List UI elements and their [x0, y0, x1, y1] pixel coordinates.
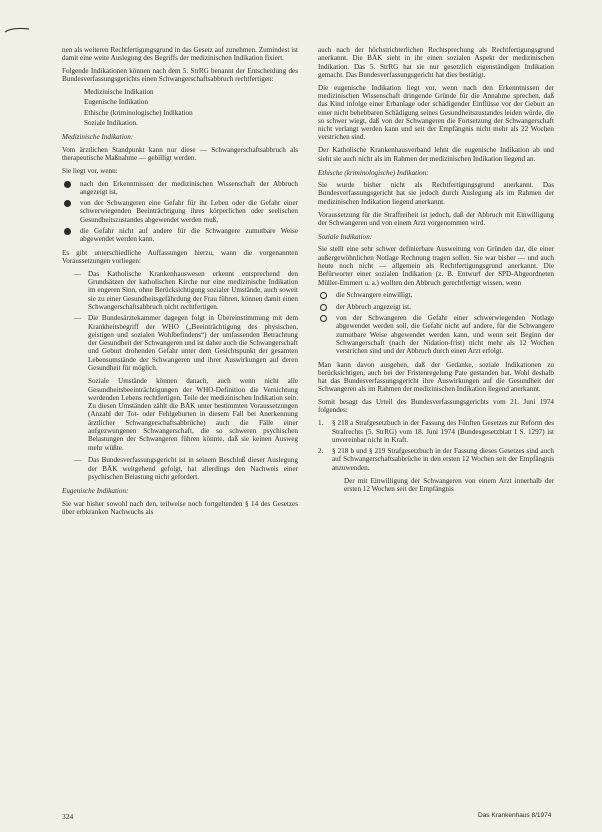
- list-item: [318, 303, 554, 311]
- list-item-text: nach den Erkenntnissen der medizinischen Wissenschaft der Abbruch angezeigt ist,: [80, 179, 298, 196]
- paragraph: nen als weiteren Rechtfertigungsgrund in das Gesetz auf zunehmen. Zumindest ist damit eine weite Auslegung des Begriffs der medizinischen Indikation fixiert.: [62, 46, 298, 63]
- paragraph: Folgende Indikationen können nach dem 5. StrRG benannt der Entscheidung des Bundesverfassungsgerichts einen Schwangerschaftsabbruch rechtfertigen:: [62, 67, 298, 84]
- list-item: [318, 419, 554, 444]
- dash-icon: —: [74, 269, 82, 278]
- condition-list: [62, 180, 298, 244]
- right-column: [318, 46, 554, 498]
- list-item-text: § 218 a Strafgesetzbuch in der Fassung des Fünften Gesetzes zur Reform des Strafrechts (5. StrRG) vom 18. Juni 1974 (Bundesgesetzblatt I S. 1297) ist unvereinbar nicht in Kraft.: [332, 419, 554, 444]
- circle-bullet-icon: [320, 315, 327, 322]
- section-heading: Eugenische Indikation:: [62, 487, 129, 496]
- left-column: [62, 46, 298, 521]
- dash-icon: —: [74, 314, 82, 323]
- paragraph: Der Katholische Krankenhausverband lehnt die eugenische Indikation ab und sieht sie auch nicht als im Rahmen der medizinischen Indikation liegend an.: [318, 146, 554, 163]
- paragraph: Es gibt unterschiedliche Auffassungen hierzu, wann die vorgenannten Voraussetzungen vorliegen:: [62, 248, 298, 265]
- section-heading: Ethische (kriminologische) Indikation:: [318, 168, 429, 177]
- dash-icon: —: [74, 456, 82, 465]
- indication-list: [84, 88, 298, 127]
- list-item-text: die Schwangere einwilligt,: [336, 291, 413, 300]
- list-item: [62, 314, 298, 372]
- list-item-text: Das Katholische Krankenhauswesen erkennt entsprechend den Grundsätzen der katholischen Kirche nur eine medizinische Indikation im engeren Sinn, ohne Berücksichtigung sozialer Umstände, auch soweit sie zu einer Gesundheitsgefährdung der Frau führen, können damit einen Schwangerschaftsabbruch nicht rechtfertigen.: [88, 269, 298, 311]
- paragraph: Voraussetzung für die Straffreiheit ist jedoch, daß der Abbruch mit Einwilligung der Schwangeren und von einem Arzt vorgenommen wird.: [318, 210, 554, 227]
- bullet-icon: [64, 228, 71, 235]
- list-item-text: Das Bundesverfassungsgericht ist in seinem Beschluß dieser Auslegung der BÄK weitgehend gefolgt, hat allerdings den Nachweis einer psychischen Belastung nicht gefordert.: [88, 456, 298, 482]
- list-item: Eugenische Indikation: [84, 98, 149, 107]
- list-item: [318, 314, 554, 355]
- paragraph: Sie liegt vor, wenn:: [62, 166, 118, 175]
- opinion-list: [62, 270, 298, 373]
- section-heading: Soziale Indikation:: [318, 233, 373, 242]
- list-item: [62, 456, 298, 481]
- list-item: [62, 270, 298, 311]
- list-item: [318, 291, 554, 299]
- list-item: [62, 199, 298, 224]
- circle-bullet-icon: [320, 292, 327, 299]
- list-item: [62, 180, 298, 197]
- page-number: 324: [62, 812, 74, 821]
- list-item: [62, 227, 298, 244]
- list-item-text: § 218 b und § 219 Strafgesetzbuch in der Fassung dieses Gesetzes sind auch auf Schwangerschaftsabbrüche in den ersten 12 Wochen seit der Empfängnis anzuwenden.: [332, 447, 554, 472]
- paragraph: Soziale Umstände können danach, auch wenn nicht alle Gesundheitsbeeinträchtigungen der WHO-Definition die Vernichtung werdenden Lebens rechtfertigen. Teile der medizinischen Indikation sein. Zu diesen Umständen zählt die BÄK unter bestimmten Voraussetzungen (Anzahl der Tot- oder Fehlgeburten in diesem Fall bei Anerkennung ärztlicher Schwangerschaftsabbrüche) auch die Fälle einer aufgezwungenen Schwangerschaft, die so schweren psychischen Belastungen der Schwangeren führen könnte, daß sie keinen Ausweg mehr wüßte.: [88, 377, 298, 452]
- opinion-list: [62, 456, 298, 481]
- paragraph: Sie wurde bisher nicht als Rechtfertigungsgrund anerkannt. Das Bundesverfassungsgericht hat sie jedoch durch Auslegung als im Rahmen der medizinischen Indikation liegend anerkannt.: [318, 181, 554, 206]
- paragraph: Der mit Einwilligung der Schwangeren von einem Arzt innerhalb der ersten 12 Wochen seit der Empfängnis: [344, 477, 554, 494]
- list-item: Soziale Indikation.: [84, 119, 138, 128]
- paragraph: Vom ärztlichen Standpunkt kann nur diese — Schwangerschaftsabbruch als therapeutische Maßnahme — gebilligt werden.: [62, 145, 298, 162]
- list-item: [318, 447, 554, 472]
- list-item: Ethische (kriminologische) Indikation: [84, 108, 193, 117]
- ruling-list: [318, 419, 554, 472]
- paragraph: Die eugenische Indikation liegt vor, wenn nach den Erkenntnissen der medizinischen Wissenschaft dringende Gründe für die Annahme sprechen, daß das Kind infolge einer Erbanlage oder schädigender Einflüsse vor der Geburt an einer nicht behebbaren Schädigung seines Gesundheitszustandes leiden würde, die so schwer wiegt, daß von der Schwangeren die Fortsetzung der Schwangerschaft nicht verlangt werden kann und seit der Empfängnis nicht mehr als 22 Wochen verstrichen sind.: [318, 83, 554, 142]
- list-item: Medizinische Indikation: [84, 88, 154, 97]
- paragraph: Man kann davon ausgehen, daß der Gedanke, soziale Indikationen zu berücksichtigen, auch bei der Fristenregelung Pate gestanden hat. Wohl deshalb hat das Bundesverfassungsgericht ihre Auswirkungen auf die Gesundheit der Schwangeren als im Rahmen der medizinischen Indikation liegend anerkannt.: [318, 360, 554, 394]
- paragraph: Sie stellt eine sehr schwer definierbare Ausweitung von Gründen dar, die einer außergewöhnlichen Notlage Rechnung tragen sollen. Sie war bisher — und auch heute noch nicht — allgemein als Rechtfertigungsgrund anerkannt. Die Befürworter einer sozialen Indikation (z. B. Entwurf der SPD-Abgeordneten Müller-Emmert u. a.) wollten den Abbruch gerechtfertigt wissen, wenn: [318, 245, 554, 287]
- list-item-text: der Abbruch angezeigt ist,: [336, 302, 411, 311]
- list-item-text: die Gefahr nicht auf andere für die Schwangere zumutbare Weise abgewendet werden kann.: [80, 227, 298, 244]
- list-item-text: von der Schwangeren eine Gefahr für ihr Leben oder die Gefahr einer schwerwiegenden Beeinträchtigung ihres körperlichen oder seelischen Gesundheitszustandes abgewendet werden muß,: [80, 199, 298, 224]
- corner-scratch-mark: [4, 26, 30, 34]
- list-number: 2.: [318, 447, 324, 456]
- list-number: 1.: [318, 419, 324, 428]
- publication-source: Das Krankenhaus 8/1974: [478, 812, 552, 819]
- circle-bullet-icon: [320, 304, 327, 311]
- bullet-icon: [64, 200, 71, 207]
- condition-list: [318, 291, 554, 355]
- section-heading: Medizinische Indikation:: [62, 133, 134, 142]
- list-item-text: von der Schwangeren die Gefahr einer schwerwiegenden Notlage abgewendet werden soll, die Gefahr nicht auf andere, für die Schwangere zumutbare Weise abgewendet werden kann, und wenn seit Beginn der Schwangerschaft (nach der Nidation-frist) nicht mehr als 12 Wochen verstrichen sind und der Abbruch durch einen Arzt erfolgt.: [336, 314, 554, 356]
- paragraph: Sie war bisher sowohl nach den, teilweise noch fortgeltenden § 14 des Gesetzes über erbkranken Nachwuchs als: [62, 499, 298, 516]
- list-item-text: Die Bundesärztekammer dagegen folgt in Übereinstimmung mit dem Krankheitsbegriff der WHO („Beeinträchtigung des physischen, geistigen und sozialen Wohlbefindens“) der umfassenden Betrachtung der Gesundheit der Schwangeren und ist daher auch die Schwangerschaft und Geburt drohenden Gefahr unter dem Gesichtspunkt der gesamten Lebensumstände der Schwangeren und ihrer Auswirkungen auf deren Gesundheit für möglich.: [88, 314, 298, 372]
- paragraph: auch nach der höchstrichterlichen Rechtsprechung als Rechtfertigungsgrund anerkannt. Die BÄK sieht in ihr einen sozialen Aspekt der medizinischen Indikation. Das 5. StrRG hat sie nur gesetzlich eigenständigen Indikation gemacht. Das Bundesverfassungsgericht hat dies bestätigt.: [318, 46, 554, 79]
- paragraph: Somit besagt das Urteil des Bundesverfassungsgerichts vom 21. Juni 1974 folgendes:: [318, 398, 554, 415]
- bullet-icon: [64, 181, 71, 188]
